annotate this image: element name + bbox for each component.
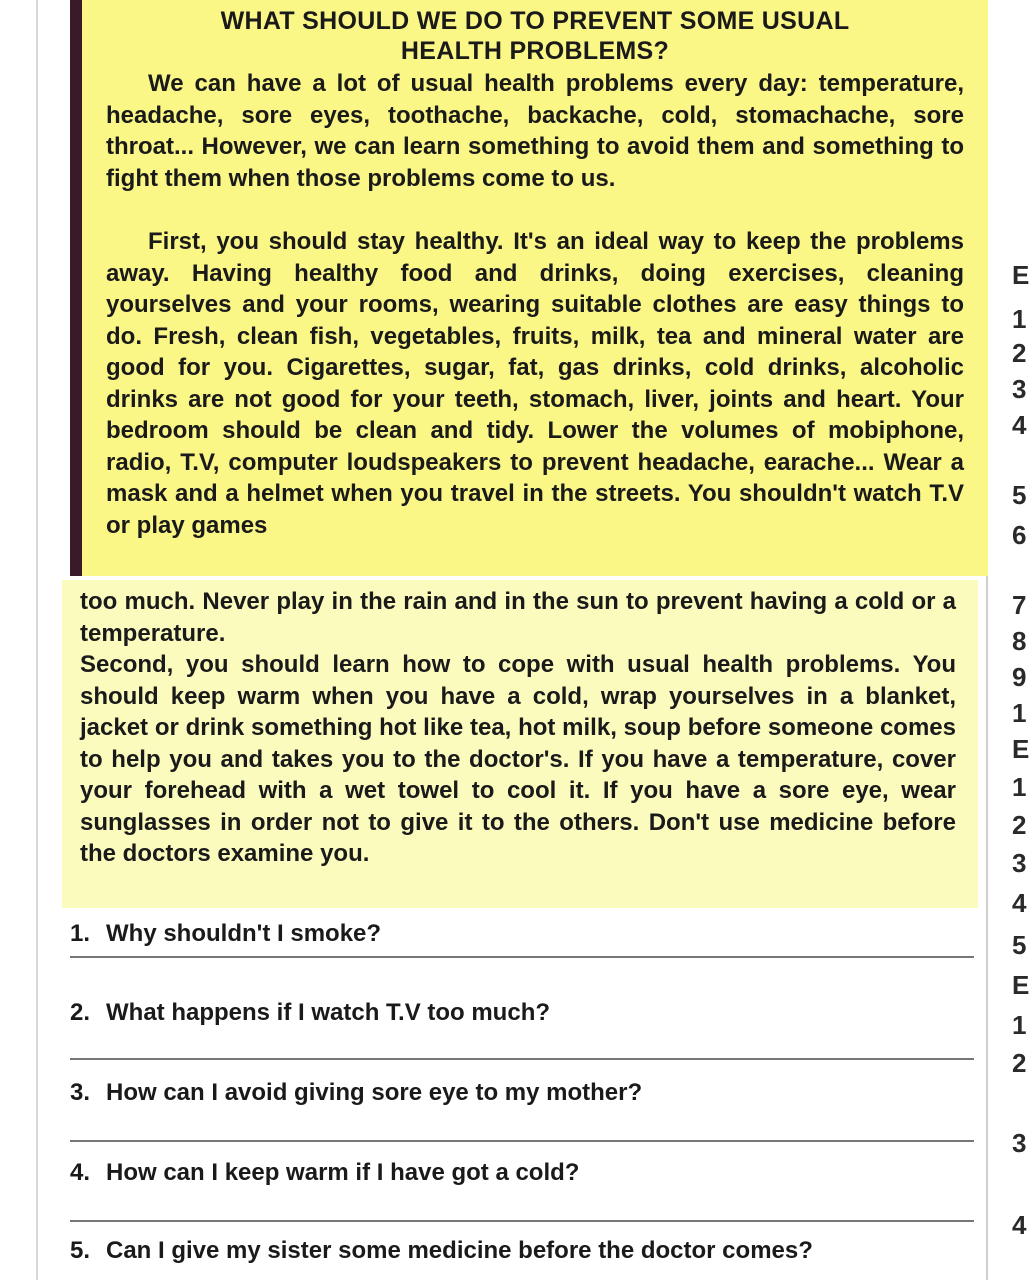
edge-glyph: 2 xyxy=(1012,338,1027,368)
edge-glyph: 1 xyxy=(1012,772,1027,802)
question-text: What happens if I watch T.V too much? xyxy=(106,999,551,1026)
paragraph-stay-healthy-continued: too much. Never play in the rain and in the sun to prevent having a cold or a temperature. xyxy=(80,588,956,647)
edge-glyph: E xyxy=(1012,260,1029,290)
paragraph-intro: We can have a lot of usual health problems every day: temperature, headache, sore eyes, toothache, backache, cold, stomachache, sore throat... However, we can learn something to avoid them and something to fight them when those problems come to us. xyxy=(106,70,964,192)
answer-line-1[interactable] xyxy=(70,956,974,958)
paragraph-cope-with-problems: Second, you should learn how to cope with usual health problems. You should keep warm when you have a cold, wrap yourselves in a blanket, jacket or drink something hot like tea, hot milk, soup before someone comes to help you and takes you to the doctor's. If you have a temperature, cover your forehead with a wet towel to cool it. If you have a sore eye, wear sunglasses in order not to give it to the others. Don't use medicine before the doctors examine you. xyxy=(80,651,956,867)
edge-glyph: 7 xyxy=(1012,590,1027,620)
question-5 xyxy=(70,1236,813,1266)
question-text: How can I avoid giving sore eye to my mother? xyxy=(106,1079,643,1106)
question-number: 2. xyxy=(70,999,91,1026)
question-2 xyxy=(70,998,550,1028)
edge-glyph: 9 xyxy=(1012,662,1027,692)
page-left-edge xyxy=(36,0,38,1280)
question-text: Why shouldn't I smoke? xyxy=(106,920,382,947)
edge-glyph: 6 xyxy=(1012,520,1027,550)
question-3 xyxy=(70,1078,642,1108)
edge-glyph: E xyxy=(1012,734,1029,764)
answer-line-3[interactable] xyxy=(70,1140,974,1142)
edge-glyph: 1 xyxy=(1012,1010,1027,1040)
edge-glyph: 1 xyxy=(1012,304,1027,334)
answer-line-2[interactable] xyxy=(70,1058,974,1060)
question-text: How can I keep warm if I have got a cold? xyxy=(106,1159,580,1186)
title-line-1: WHAT SHOULD WE DO TO PREVENT SOME USUAL xyxy=(220,7,850,35)
edge-glyph: 4 xyxy=(1012,410,1027,440)
question-4 xyxy=(70,1158,579,1188)
question-number: 1. xyxy=(70,920,91,947)
edge-glyph: 3 xyxy=(1012,848,1027,878)
edge-glyph: 1 xyxy=(1012,698,1027,728)
edge-glyph: 4 xyxy=(1012,888,1027,918)
edge-glyph: 8 xyxy=(1012,626,1027,656)
title-line-2: HEALTH PROBLEMS? xyxy=(400,37,670,65)
edge-glyph: 3 xyxy=(1012,374,1027,404)
question-number: 5. xyxy=(70,1237,91,1264)
edge-glyph: 3 xyxy=(1012,1128,1027,1158)
paragraph-stay-healthy: First, you should stay healthy. It's an ideal way to keep the problems away. Having healthy food and drinks, doing exercises, cleaning yourselves and your rooms, wearing suitable clothes are easy things to do. Fresh, clean fish, vegetables, fruits, milk, tea and mineral water are good for you. Cigarettes, sugar, fat, gas drinks, cold drinks, alcoholic drinks are not good for your teeth, stomach, liver, joints and heart. Your bedroom should be clean and tidy. Lower the volumes of mobiphone, radio, T.V, computer loudspeakers to prevent headache, earache... Wear a mask and a helmet when you travel in the streets. You shouldn't watch T.V or play games xyxy=(106,228,964,539)
margin-bar xyxy=(70,0,82,576)
question-1 xyxy=(70,919,381,949)
edge-glyph: 5 xyxy=(1012,480,1027,510)
edge-glyph: E xyxy=(1012,970,1029,1000)
question-number: 3. xyxy=(70,1079,91,1106)
question-number: 4. xyxy=(70,1159,91,1186)
answer-line-4[interactable] xyxy=(70,1220,974,1222)
edge-glyph: 4 xyxy=(1012,1210,1027,1240)
question-text: Can I give my sister some medicine before the doctor comes? xyxy=(106,1237,813,1264)
edge-glyph: 2 xyxy=(1012,1048,1027,1078)
reading-title xyxy=(110,6,960,66)
edge-glyph: 5 xyxy=(1012,930,1027,960)
edge-glyph: 2 xyxy=(1012,810,1027,840)
